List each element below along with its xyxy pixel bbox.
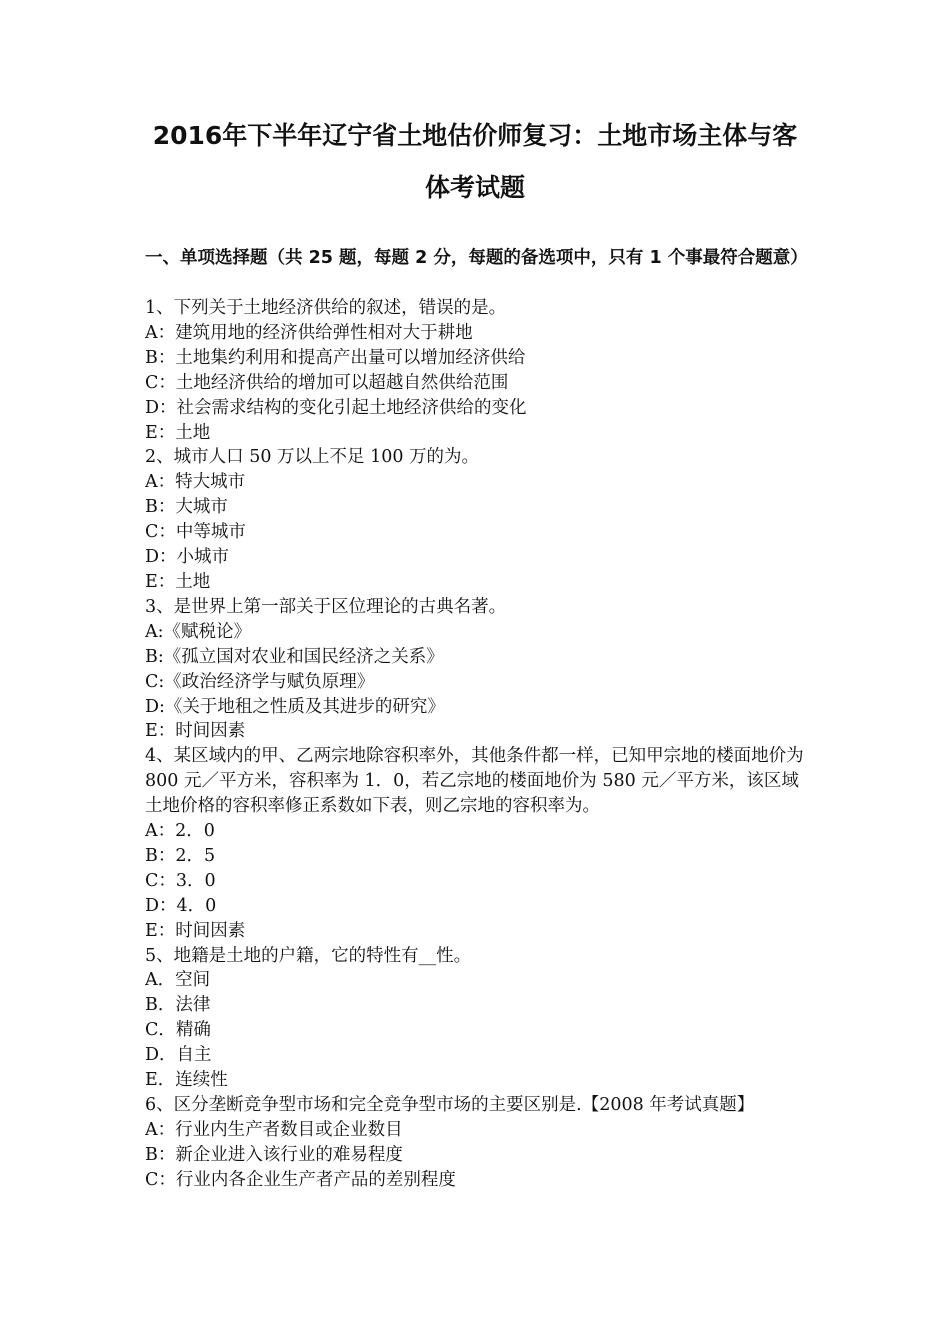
question-6 [145, 1093, 810, 1193]
question-option: A．空间 [145, 970, 211, 991]
document-title-line-2: 体考试题 [424, 173, 525, 202]
question-option: E：土地 [145, 422, 211, 443]
question-option: A：2．0 [145, 821, 215, 842]
question-stem: 6、区分垄断竞争型市场和完全竞争型市场的主要区别是.【2008 年考试真题】 [145, 1095, 755, 1115]
question-option: D:《关于地租之性质及其进步的研究》 [145, 696, 445, 717]
question-option: C．精确 [145, 1020, 211, 1041]
question-option: B．法律 [145, 995, 211, 1016]
question-option: D：4．0 [145, 895, 217, 916]
question-option: D：小城市 [145, 547, 230, 568]
question-option: C：3．0 [145, 870, 216, 891]
section-heading: 一、单项选择题（共 25 题，每题 2 分，每题的备选项中，只有 1 个事最符合题意） [145, 248, 808, 268]
question-stem: 5、地籍是土地的户籍，它的特性有__性。 [145, 945, 472, 966]
question-option: A：建筑用地的经济供给弹性相对大于耕地 [145, 322, 473, 343]
question-option: A:《赋税论》 [145, 621, 252, 642]
question-option: E．连续性 [145, 1070, 228, 1091]
question-option: A：特大城市 [145, 472, 246, 493]
question-option: A：行业内生产者数目或企业数目 [145, 1119, 403, 1140]
question-5 [145, 944, 810, 1093]
question-list [145, 296, 810, 1193]
question-stem: 4、某区域内的甲、乙两宗地除容积率外，其他条件都一样，已知甲宗地的楼面地价为 800 元／平方米，容积率为 1．0，若乙宗地的楼面地价为 580 元／平方米，该区域土地价格的容积率修正系数如下表，则乙宗地的容积率为。 [145, 746, 804, 817]
question-option: C:《政治经济学与赋负原理》 [145, 671, 375, 692]
question-option: B：大城市 [145, 497, 228, 518]
question-stem: 2、城市人口 50 万以上不足 100 万的为。 [145, 447, 480, 468]
question-option: C：行业内各企业生产者产品的差别程度 [145, 1169, 456, 1190]
question-option: E：时间因素 [145, 920, 246, 941]
question-option: B：土地集约利用和提高产出量可以增加经济供给 [145, 347, 526, 368]
question-option: E：土地 [145, 571, 211, 592]
question-option: B：新企业进入该行业的难易程度 [145, 1144, 403, 1165]
question-option: B:《孤立国对农业和国民经济之关系》 [145, 646, 444, 667]
question-1 [145, 296, 810, 445]
question-option: D．自主 [145, 1045, 212, 1066]
document-title-line-1: 2016年下半年辽宁省土地估价师复习：土地市场主体与客 [152, 121, 798, 150]
question-3 [145, 595, 810, 744]
question-2 [145, 445, 810, 594]
question-stem: 1、下列关于土地经济供给的叙述，错误的是。 [145, 298, 507, 318]
question-option: D：社会需求结构的变化引起土地经济供给的变化 [145, 397, 527, 418]
question-option: C：中等城市 [145, 522, 246, 543]
question-4 [145, 744, 810, 943]
question-option: C：土地经济供给的增加可以超越自然供给范围 [145, 372, 509, 393]
question-option: E：时间因素 [145, 721, 246, 742]
question-option: B：2．5 [145, 845, 216, 866]
question-stem: 3、是世界上第一部关于区位理论的古典名著。 [145, 596, 507, 617]
